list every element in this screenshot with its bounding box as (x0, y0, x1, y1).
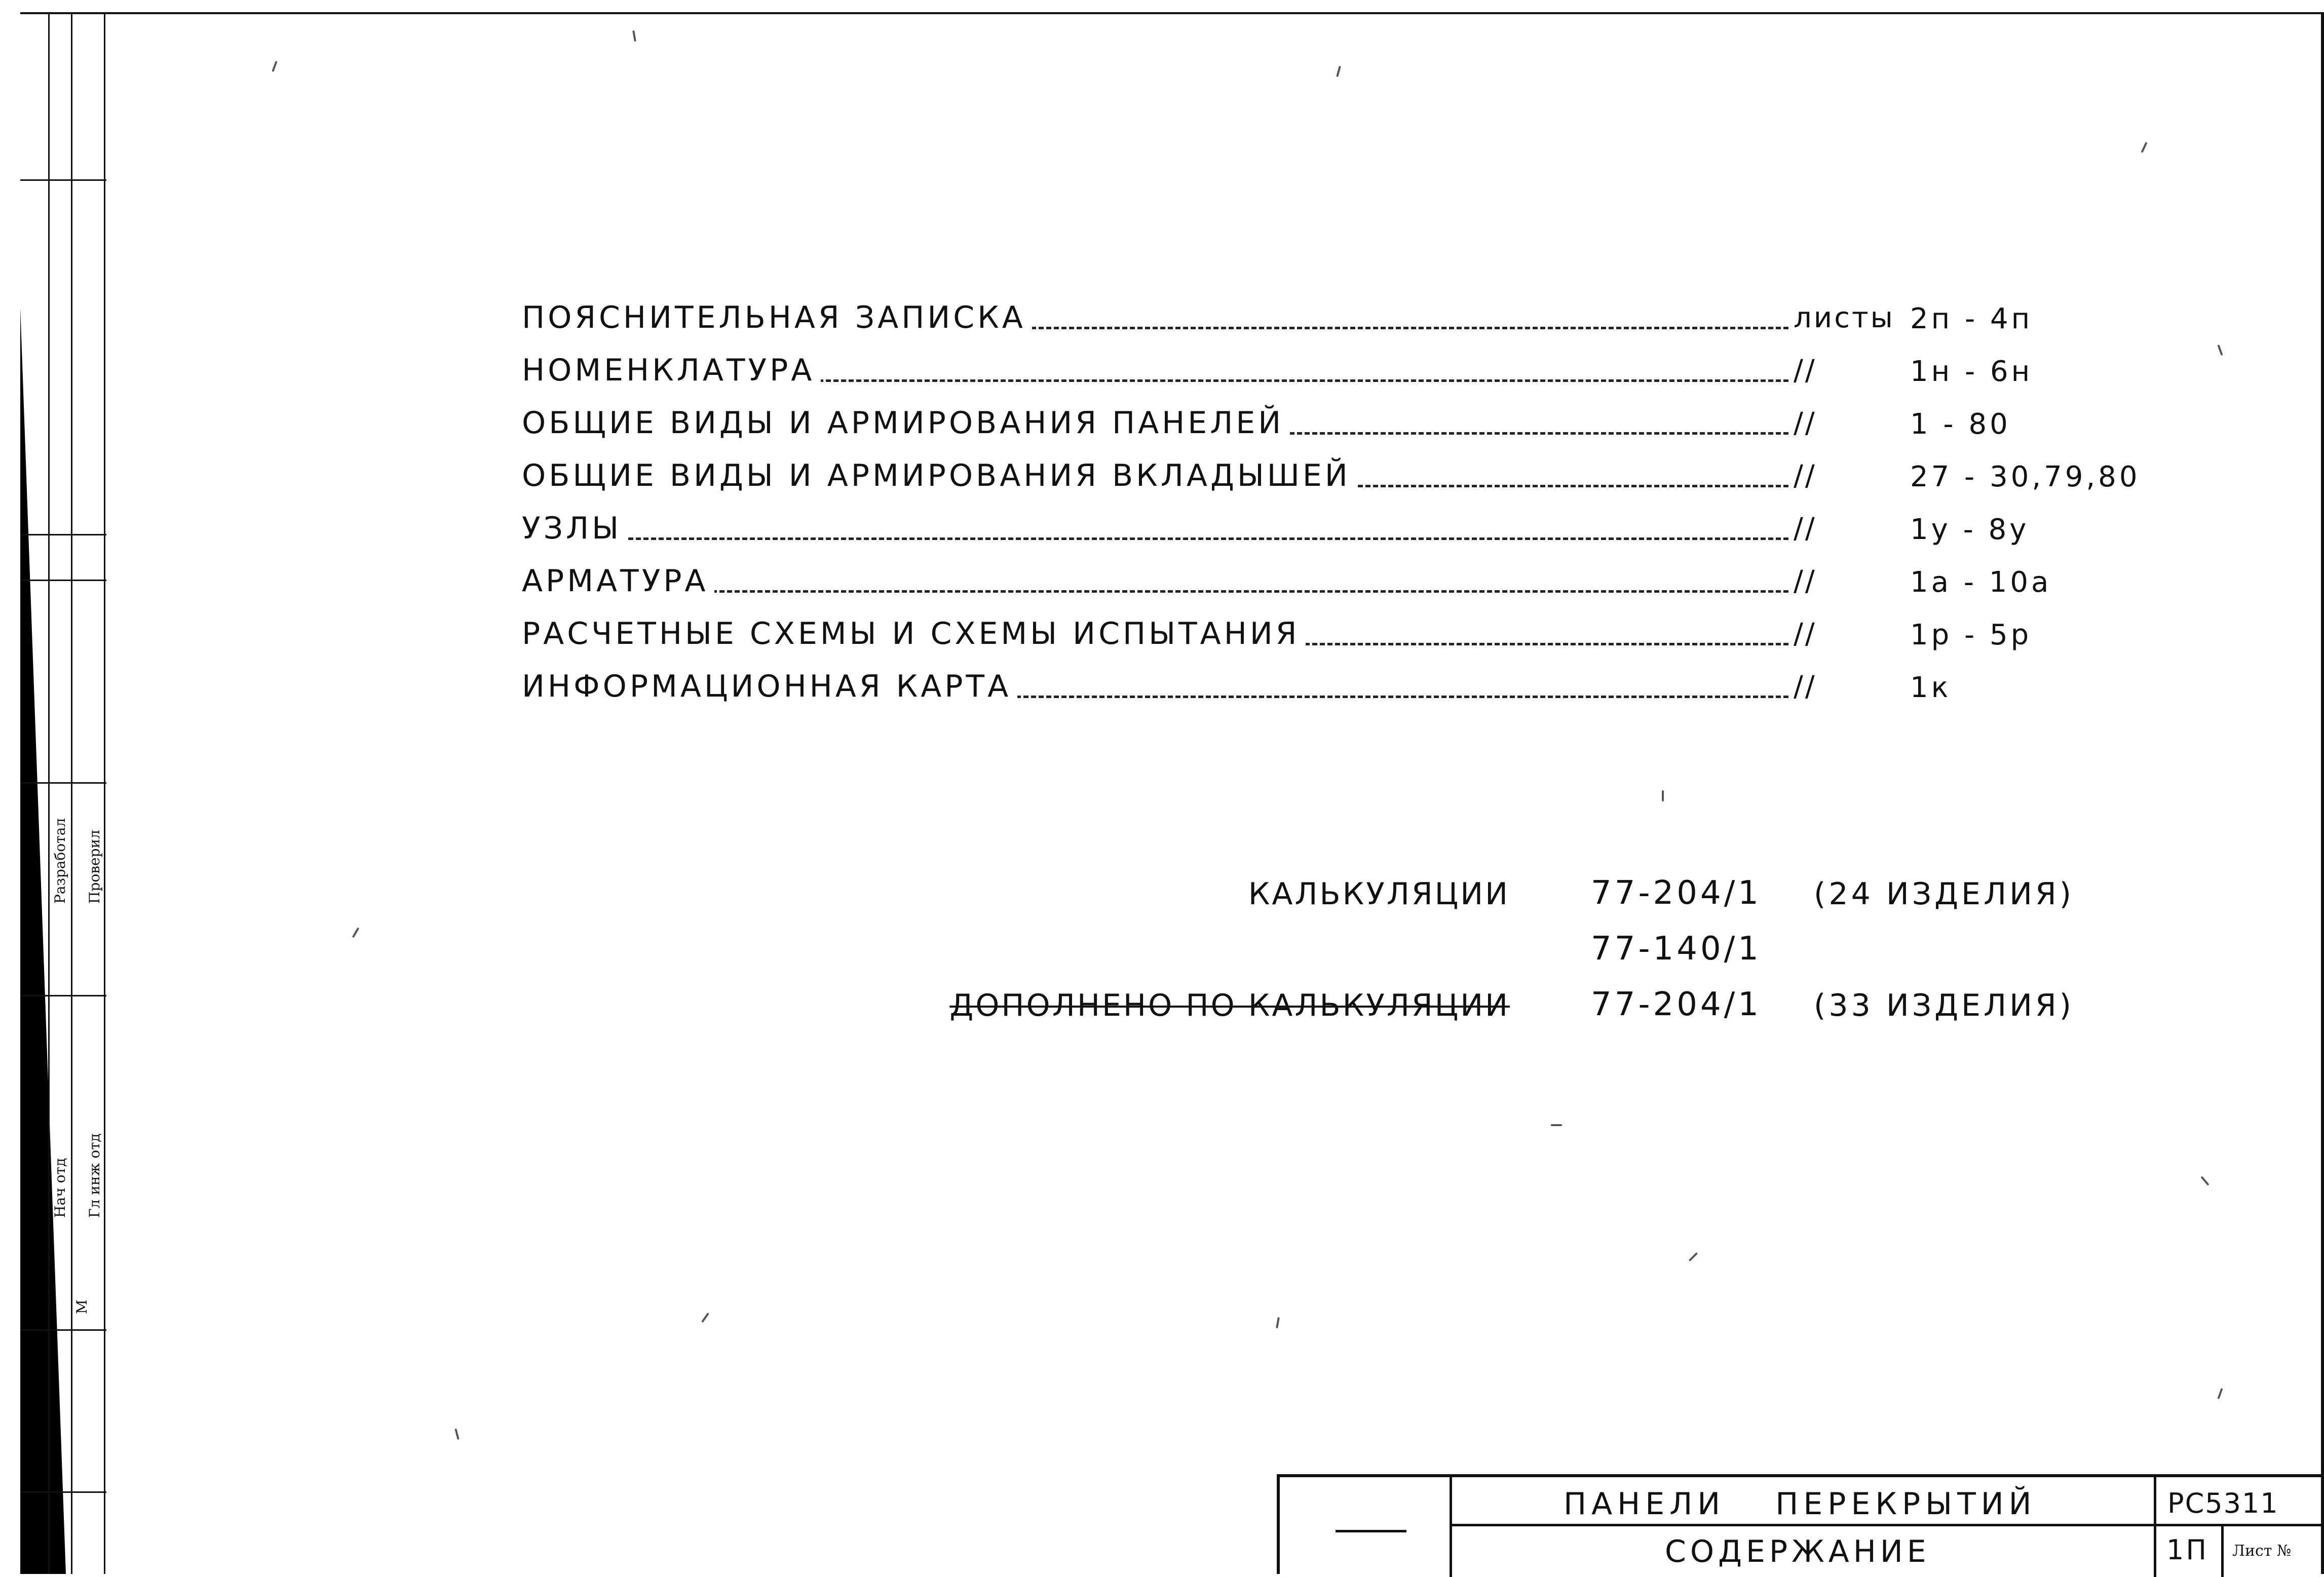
tb-title-divider (1452, 1524, 2154, 1526)
scan-speck (272, 61, 277, 72)
calculation-code: 77-140/1 (1591, 930, 1762, 968)
contents-item-sheets: 1 - 80 (1910, 408, 2011, 441)
scan-shadow (20, 307, 66, 1574)
stamp-label-m: М (73, 1299, 90, 1314)
stamp-label-developed: Разработал (52, 818, 68, 904)
strip-row-line (20, 995, 106, 996)
scan-speck (701, 1313, 709, 1323)
scan-speck (352, 927, 359, 938)
contents-item-title: ОБЩИЕ ВИДЫ И АРМИРОВАНИЯ ВКЛАДЫШЕЙ (522, 458, 1357, 493)
contents-item-marker: // (1788, 354, 1822, 387)
calculation-note: (24 ИЗДЕЛИЯ) (1814, 876, 2075, 912)
scan-speck (1551, 1124, 1562, 1126)
contents-item-title: ОБЩИЕ ВИДЫ И АРМИРОВАНИЯ ПАНЕЛЕЙ (522, 405, 1290, 441)
contents-item-marker: // (1788, 670, 1822, 703)
stamp-label-dept-head: Нач отд (52, 1158, 68, 1218)
tb-dash-mark (1336, 1530, 1406, 1532)
stamp-label-chief-engineer: Гл инж отд (86, 1133, 103, 1218)
tb-sheet-label: Лист № (2232, 1542, 2292, 1560)
tb-title: ПАНЕЛИ ПЕРЕКРЫТИЙ (1564, 1486, 2037, 1522)
contents-item-title: УЗЛЫ (522, 511, 628, 546)
contents-item-sheets: 1к (1910, 671, 1952, 704)
strip-row-line (20, 580, 106, 581)
contents-row (522, 658, 2194, 710)
scan-speck (632, 30, 636, 42)
left-stamp-strip (20, 12, 106, 1574)
contents-item-title: ИНФОРМАЦИОННАЯ КАРТА (522, 669, 1017, 704)
scan-speck (1276, 1317, 1280, 1328)
strip-row-line (20, 782, 106, 784)
contents-item-sheets: 27 - 30,79,80 (1910, 460, 2141, 493)
contents-item-sheets: 1р - 5р (1910, 619, 2032, 651)
tb-empty-cell (1280, 1477, 1452, 1577)
strip-row-line (20, 179, 106, 181)
contents-row (522, 447, 2194, 499)
contents-row (522, 499, 2194, 552)
calculation-label: КАЛЬКУЛЯЦИИ (1248, 876, 1510, 912)
contents-item-title: ПОЯСНИТЕЛЬНАЯ ЗАПИСКА (522, 300, 1032, 335)
calculations-block (949, 861, 2168, 1028)
contents-item-sheets: 1н - 6н (1910, 355, 2033, 388)
contents-item-title: НОМЕНКЛАТУРА (522, 353, 821, 388)
scan-speck (2217, 344, 2223, 356)
contents-item-title: РАСЧЕТНЫЕ СХЕМЫ И СХЕМЫ ИСПЫТАНИЯ (522, 616, 1306, 651)
contents-item-sheets: 1а - 10а (1910, 566, 2052, 599)
contents-item-sheets: 2п - 4п (1910, 302, 2033, 335)
calculation-row (953, 861, 2168, 917)
tb-subtitle: СОДЕРЖАНИЕ (1665, 1534, 1930, 1569)
contents-row (522, 341, 2194, 394)
stamp-label-checked: Проверил (86, 830, 103, 904)
calculation-note: (33 ИЗДЕЛИЯ) (1814, 988, 2075, 1023)
contents-item-title: АРМАТУРА (522, 563, 714, 599)
strip-row-line (20, 1491, 106, 1493)
contents-row (522, 552, 2194, 605)
leader-dashes (522, 537, 1788, 540)
contents-row (522, 394, 2194, 447)
calculation-row (953, 917, 2168, 973)
tb-sheet-number: 1П (2166, 1534, 2208, 1566)
strip-divider (104, 12, 105, 1574)
scan-speck (2217, 1388, 2223, 1399)
scan-speck (454, 1429, 460, 1440)
contents-row (522, 289, 2194, 341)
scan-speck (1689, 1252, 1698, 1261)
contents-item-sheets: 1у - 8у (1910, 513, 2030, 546)
calculation-code: 77-204/1 (1591, 986, 1762, 1023)
frame-top-border (20, 12, 2324, 14)
contents-item-marker: листы (1788, 301, 1900, 334)
contents-list (522, 289, 2194, 710)
calculation-code: 77-204/1 (1591, 874, 1762, 912)
calculation-label: ДОПОЛНЕНО ПО КАЛЬКУЛЯЦИИ (949, 988, 1510, 1023)
frame-right-border (2321, 12, 2324, 1574)
scan-speck (1336, 66, 1341, 77)
contents-item-marker: // (1788, 407, 1822, 440)
strip-divider (48, 12, 50, 1574)
tb-series-code: РС5311 (2167, 1487, 2279, 1519)
scan-speck (1662, 790, 1664, 801)
strip-row-line (20, 534, 106, 535)
title-block (1277, 1474, 2324, 1574)
scan-speck (2141, 142, 2148, 153)
contents-item-marker: // (1788, 512, 1822, 545)
tb-sheet-divider (2221, 1524, 2224, 1577)
contents-row (522, 605, 2194, 658)
tb-code-cell (2156, 1477, 2324, 1577)
contents-item-marker: // (1788, 565, 1822, 598)
contents-item-marker: // (1788, 459, 1822, 492)
contents-item-marker: // (1788, 618, 1822, 650)
tb-title-cell (1452, 1477, 2156, 1577)
calculation-row (949, 973, 2168, 1028)
tb-code-divider (2156, 1524, 2324, 1526)
strip-row-line (20, 1329, 106, 1331)
strip-divider (71, 12, 72, 1574)
scan-speck (2200, 1176, 2209, 1185)
